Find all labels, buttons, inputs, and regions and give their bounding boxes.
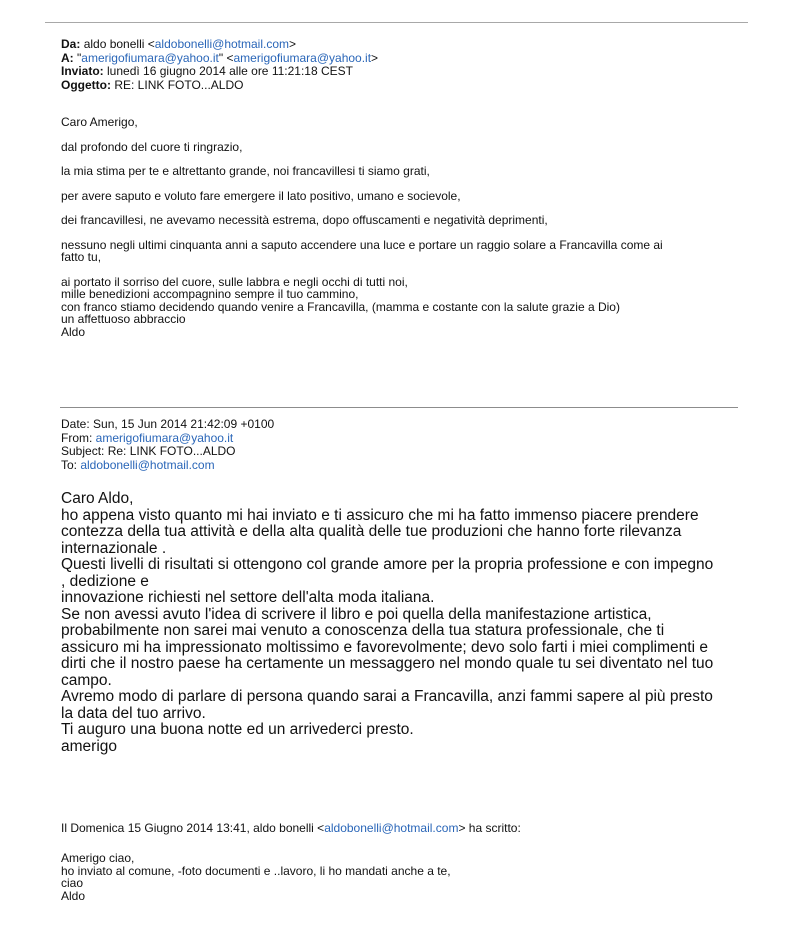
quoted-to-label: To: [61, 457, 81, 472]
quoted-line: la data del tuo arrivo. [61, 704, 206, 722]
from-close: > [289, 37, 297, 51]
quoted-line: innovazione richiesti nel settore dell'alta moda italiana. [61, 589, 435, 606]
quoted-line: Ti auguro una buona notte ed un arrivederci presto. [61, 721, 414, 738]
message-header [61, 38, 378, 92]
quoted-attribution [61, 822, 521, 835]
subject-value: RE: LINK FOTO...ALDO [114, 77, 244, 92]
body-paragraph: la mia stima per te e altrettanto grande, noi francavillesi ti siamo grati, [61, 164, 430, 178]
body-line: mille benedizioni accompagnino sempre il tuo cammino, [61, 287, 359, 301]
quoted-from-email-link[interactable]: amerigofiumara@yahoo.it [95, 430, 234, 445]
quoted-to-email-link[interactable]: aldobonelli@hotmail.com [80, 457, 215, 472]
to-line [61, 52, 378, 66]
attribution-post: > ha scritto: [458, 821, 521, 835]
from-label: Da: [61, 37, 81, 51]
quoted-line: campo. [61, 671, 112, 689]
quoted-line: Questi livelli di risultati si ottengono col grande amore per la propria professione e con impegno [61, 556, 714, 573]
body-paragraph: dal profondo del cuore ti ringrazio, [61, 139, 243, 154]
subject-label: Oggetto: [61, 77, 111, 92]
original-signature: Aldo [61, 888, 86, 903]
from-email-link[interactable]: aldobonelli@hotmail.com [154, 37, 289, 51]
quote-divider [60, 407, 738, 408]
body-closing [61, 276, 741, 339]
body-line: ai portato il sorriso del cuore, sulle labbra e negli occhi di tutti noi, [61, 274, 408, 289]
to-close: > [371, 50, 379, 65]
quoted-line: contezza della tua attività e della alta qualità delle tue produzioni che hanno forte rilevanza [61, 523, 682, 540]
attribution-pre: Il Domenica 15 Giugno 2014 13:41, aldo bonelli < [61, 821, 325, 835]
quoted-line: Avremo modo di parlare di persona quando sarai a Francavilla, anzi fammi sapere al più presto [61, 688, 713, 705]
quoted-original-body [61, 852, 741, 902]
quoted-date: Date: Sun, 15 Jun 2014 21:42:09 +0100 [61, 417, 275, 431]
to-label: A: [61, 50, 74, 65]
to-name-link[interactable]: amerigofiumara@yahoo.it [81, 50, 219, 65]
to-mid: " < [218, 50, 234, 65]
from-name: aldo bonelli < [83, 37, 155, 51]
quoted-subject: Subject: Re: LINK FOTO...ALDO [61, 444, 236, 458]
body-paragraph [61, 239, 741, 264]
quoted-from-label: From: [61, 430, 96, 445]
message-body [61, 116, 741, 350]
sent-label: Inviato: [61, 64, 104, 78]
quoted-line: assicuro mi ha impressionato moltissimo e favorevolmente; devo solo farti i miei complimenti e [61, 638, 708, 656]
body-line: con franco stiamo decidendo quando venire a Francavilla, (mamma e costante con la salute grazie a Dio) [61, 299, 620, 314]
sent-value: lunedì 16 giugno 2014 alle ore 11:21:18 CEST [107, 64, 353, 78]
from-line [61, 38, 378, 52]
quoted-from-line [61, 432, 274, 446]
quoted-to-line [61, 459, 274, 473]
body-line: nessuno negli ultimi cinquanta anni a saputo accendere una luce e portare un raggio solare a Francavilla come ai [61, 237, 663, 252]
body-line: un affettuoso abbraccio [61, 312, 186, 326]
original-line: ciao [61, 876, 84, 890]
quoted-body [61, 491, 741, 755]
quoted-line: dirti che il nostro paese ha certamente un messaggero nel mondo quale tu sei diventato nel tuo [61, 655, 714, 672]
top-divider [45, 22, 748, 23]
quoted-line: Caro Aldo, [61, 490, 134, 507]
attribution-email-link[interactable]: aldobonelli@hotmail.com [324, 821, 459, 835]
quoted-header [61, 418, 274, 472]
quoted-line: ho appena visto quanto mi hai inviato e ti assicuro che mi ha fatto immenso piacere prendere [61, 506, 699, 524]
body-paragraph: Caro Amerigo, [61, 115, 138, 129]
signature: Aldo [61, 324, 86, 339]
to-open: " [77, 50, 82, 65]
quoted-line: probabilmente non sarei mai venuto a conoscenza della tua statura professionale, che ti [61, 622, 665, 639]
body-paragraph: per avere saputo e voluto fare emergere il lato positivo, umano e socievole, [61, 188, 461, 203]
original-line: Amerigo ciao, [61, 851, 135, 865]
quoted-line: internazionale . [61, 539, 167, 557]
quoted-line: amerigo [61, 737, 117, 755]
body-paragraph: dei francavillesi, ne avevamo necessità estrema, dopo offuscamenti e negatività deprimenti, [61, 213, 548, 227]
to-email-link[interactable]: amerigofiumara@yahoo.it [233, 50, 372, 65]
body-line: fatto tu, [61, 250, 102, 264]
quoted-line: , dedizione e [61, 572, 149, 590]
quoted-line: Se non avessi avuto l'idea di scrivere il libro e poi quella della manifestazione artistica, [61, 605, 652, 623]
original-line: ho inviato al comune, -foto documenti e ..lavoro, li ho mandati anche a te, [61, 863, 451, 878]
subject-line [61, 79, 378, 93]
sent-line [61, 65, 378, 79]
